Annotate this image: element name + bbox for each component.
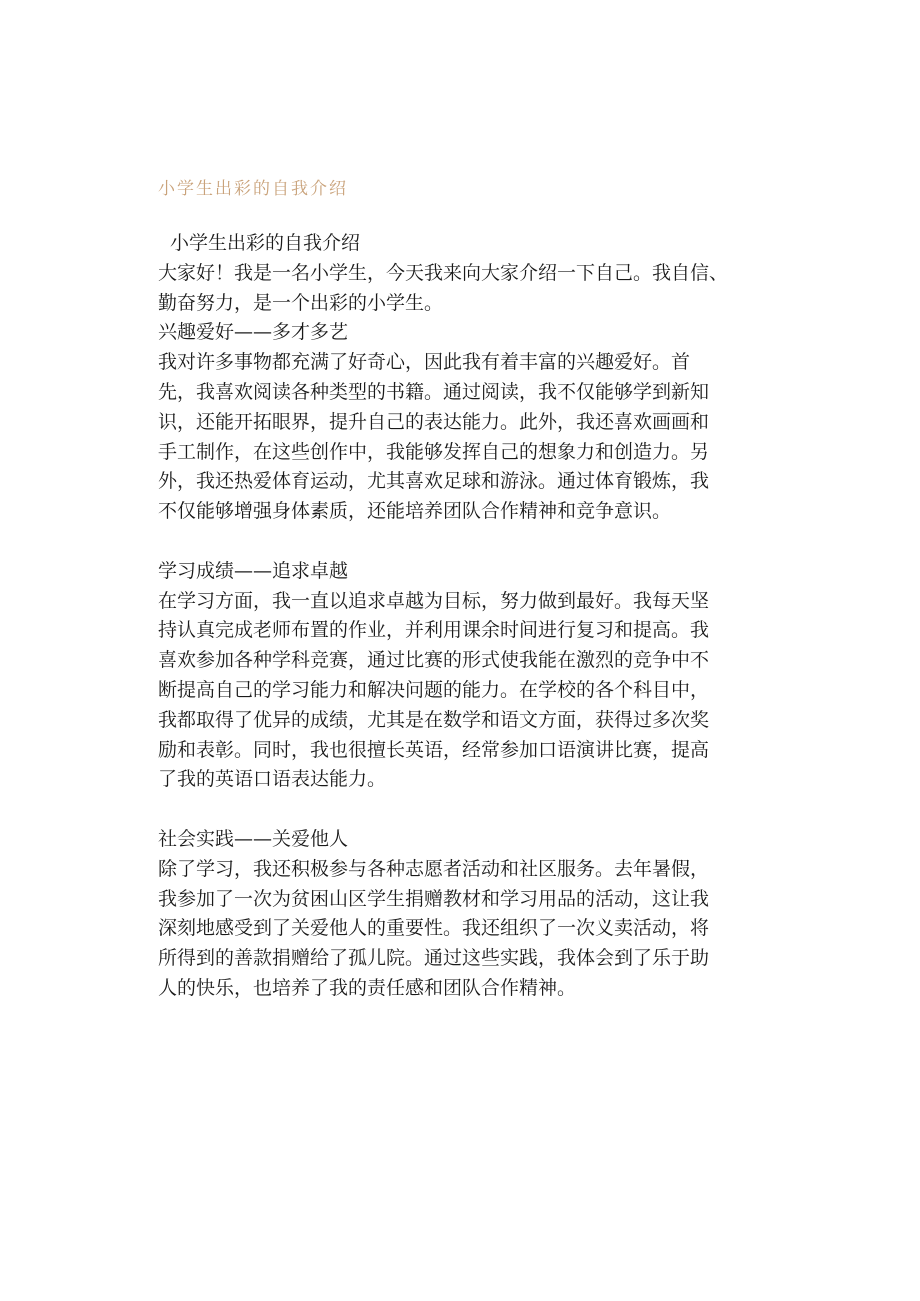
paragraph-line: 手工制作，在这些创作中，我能够发挥自己的想象力和创造力。另 [158,440,710,463]
paragraph-line: 在学习方面，我一直以追求卓越为目标，努力做到最好。我每天坚 [158,589,710,612]
paragraph-line: 不仅能够增强身体素质，还能培养团队合作精神和竞争意识。 [158,500,672,523]
paragraph-line: 先，我喜欢阅读各种类型的书籍。通过阅读，我不仅能够学到新知 [158,380,710,403]
paragraph-line: 外，我还热爱体育运动，尤其喜欢足球和游泳。通过体育锻炼，我 [158,470,710,493]
paragraph-line: 所得到的善款捐赠给了孤儿院。通过这些实践，我体会到了乐于助 [158,947,710,970]
page-header-title: 小学生出彩的自我介绍 [158,179,348,199]
paragraph-line: 我对许多事物都充满了好奇心，因此我有着丰富的兴趣爱好。首 [158,351,691,374]
paragraph-line: 了我的英语口语表达能力。 [158,768,387,791]
paragraph-line: 除了学习，我还积极参与各种志愿者活动和社区服务。去年暑假， [158,857,710,880]
paragraph-spacer [158,795,768,825]
intro-line: 勤奋努力，是一个出彩的小学生。 [158,291,444,314]
section-heading-social-practice: 社会实践——关爱他人 [158,827,349,850]
paragraph-line: 励和表彰。同时，我也很擅长英语，经常参加口语演讲比赛，提高 [158,738,710,761]
document-body [158,229,768,1004]
paragraph-line: 喜欢参加各种学科竞赛，通过比赛的形式使我能在激烈的竞争中不 [158,649,710,672]
document-title: 小学生出彩的自我介绍 [170,232,361,254]
paragraph-line: 深刻地感受到了关爱他人的重要性。我还组织了一次义卖活动，将 [158,917,710,940]
paragraph-line: 人的快乐，也培养了我的责任感和团队合作精神。 [158,976,577,999]
paragraph-line: 持认真完成老师布置的作业，并利用课余时间进行复习和提高。我 [158,619,710,642]
paragraph-line: 我参加了一次为贫困山区学生捐赠教材和学习用品的活动，这让我 [158,887,710,910]
intro-line: 大家好！我是一名小学生，今天我来向大家介绍一下自己。我自信、 [158,261,729,284]
paragraph-line: 断提高自己的学习能力和解决问题的能力。在学校的各个科目中， [158,678,710,701]
paragraph-spacer [158,527,768,557]
section-heading-hobbies: 兴趣爱好——多才多艺 [158,321,349,344]
section-heading-academics: 学习成绩——追求卓越 [158,559,349,582]
paragraph-line: 识，还能开拓眼界，提升自己的表达能力。此外，我还喜欢画画和 [158,410,710,433]
paragraph-line: 我都取得了优异的成绩，尤其是在数学和语文方面，获得过多次奖 [158,708,710,731]
